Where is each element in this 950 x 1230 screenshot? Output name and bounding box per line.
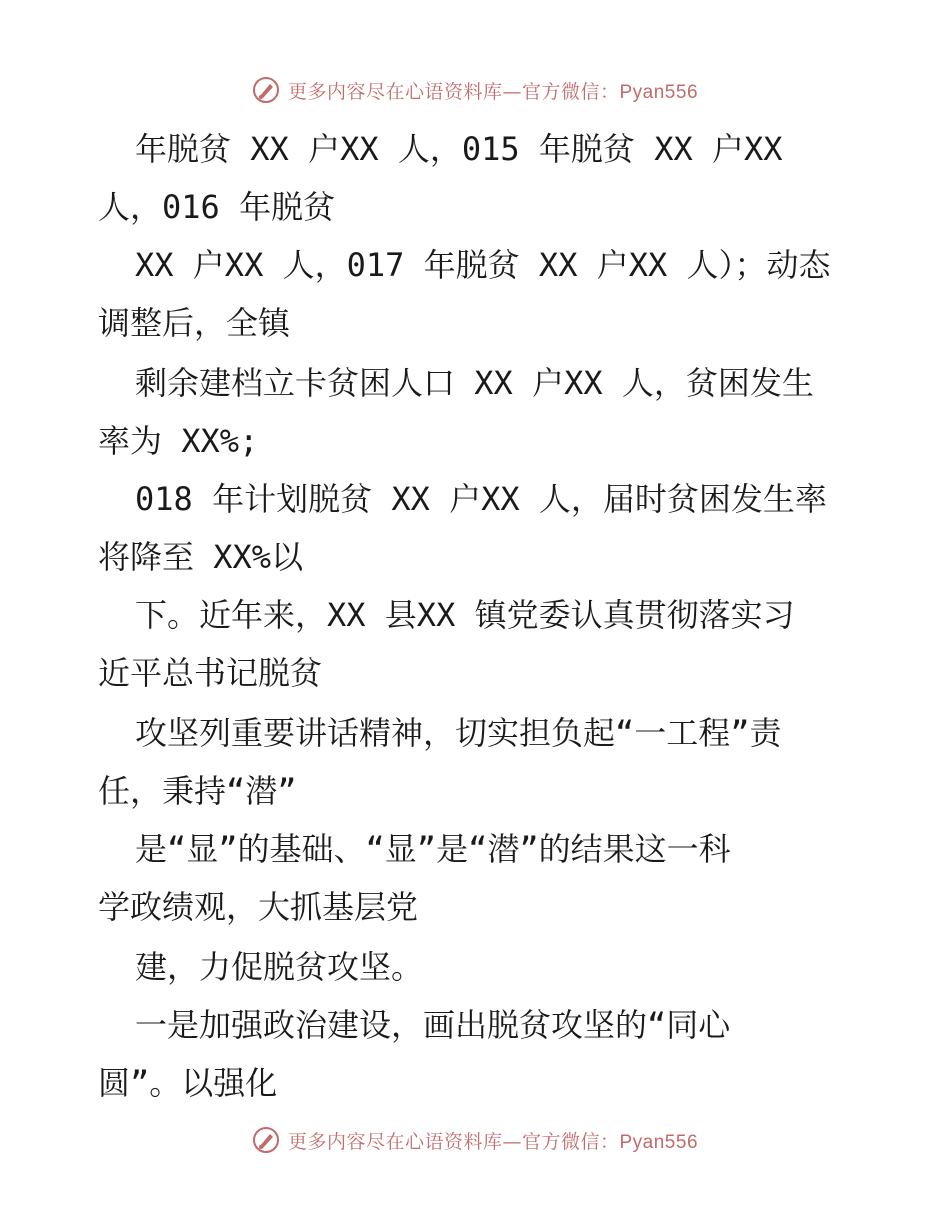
pen-logo-icon [252,76,280,104]
text-line: 是“显”的基础、“显”是“潜”的结果这一科 [135,830,731,868]
text-line: 年脱贫 XX 户XX 人，015 年脱贫 XX 户XX [135,130,783,168]
text-line: 攻坚列重要讲话精神，切实担负起“一工程”责 [135,714,782,752]
text-line: 任，秉持“潜” [98,772,297,810]
watermark-text [288,77,698,104]
watermark-label: 更多内容尽在心语资料库—官方微信： [287,1130,620,1153]
text-line: 率为 XX%; [98,422,259,460]
text-line: 圆”。以强化 [98,1064,278,1102]
text-line: 018 年计划脱贫 XX 户XX 人，届时贫困发生率 [135,480,827,518]
text-line: 一是加强政治建设，画出脱贫攻坚的“同心 [135,1006,731,1044]
text-line: 建，力促脱贫攻坚。 [135,948,424,986]
text-line: 调整后，全镇 [98,304,291,342]
watermark-id: Pyan556 [619,1131,699,1153]
text-line: 将降至 XX%以 [98,538,304,576]
text-line: XX 户XX 人，017 年脱贫 XX 户XX 人）；动态 [135,246,831,284]
watermark-text [288,1127,698,1154]
watermark-id: Pyan556 [619,81,699,103]
pen-logo-icon [252,1126,280,1154]
text-line: 下。近年来，XX 县XX 镇党委认真贯彻落实习 [135,596,795,634]
text-line: 学政绩观，大抓基层党 [98,888,419,926]
footer-watermark [0,1120,950,1160]
watermark-label: 更多内容尽在心语资料库—官方微信： [287,80,620,103]
text-line: 人，016 年脱贫 [98,188,336,226]
text-line: 近平总书记脱贫 [98,654,323,692]
header-watermark [0,70,950,110]
text-line: 剩余建档立卡贫困人口 XX 户XX 人，贫困发生 [135,364,814,402]
